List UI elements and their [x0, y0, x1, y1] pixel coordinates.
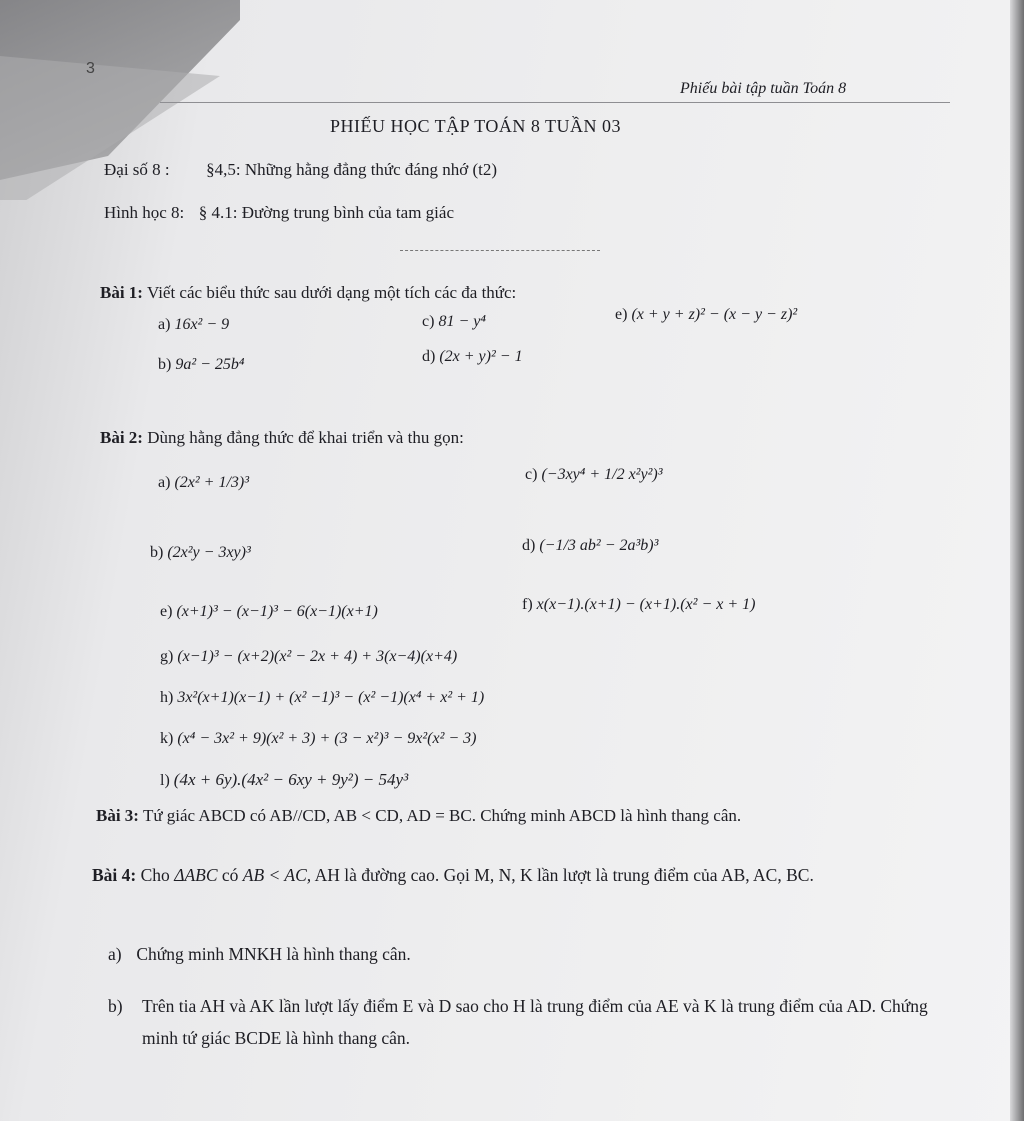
bai3-label: Bài 3: — [96, 806, 139, 825]
bai2-item-c — [525, 466, 663, 484]
bai2-heading — [100, 428, 464, 448]
bai2-d-expr: (−1/3 ab² − 2a³b)³ — [539, 537, 659, 554]
bai2-c-expr: (−3xy⁴ + 1/2 x²y²)³ — [541, 466, 663, 483]
bai1-d-expr: (2x + y)² − 1 — [439, 348, 523, 365]
section-divider — [400, 250, 600, 251]
bai2-h-expr: 3x²(x+1)(x−1) + (x² −1)³ − (x² −1)(x⁴ + x² + 1) — [177, 689, 485, 706]
bai4-part-b — [108, 990, 938, 1054]
bai1-e-label: e) — [615, 306, 628, 323]
bai4-label: Bài 4: — [92, 865, 137, 885]
page-number: 3 — [86, 60, 95, 77]
bai3-condition: AB//CD, AB < CD, AD = BC — [269, 806, 472, 825]
bai2-item-d — [522, 537, 658, 555]
bai1-b-expr: 9a² − 25b⁴ — [175, 356, 245, 373]
algebra-topic: §4,5: Những hằng đẳng thức đáng nhớ (t2) — [206, 160, 498, 179]
bai4 — [92, 852, 912, 898]
bai2-item-h — [160, 689, 484, 707]
bai1-b-label: b) — [158, 356, 172, 373]
bai2-l-label: l) — [160, 772, 170, 789]
geometry-topic: § 4.1: Đường trung bình của tam giác — [198, 203, 454, 222]
bai4-a-label: a) — [108, 944, 122, 964]
bai2-a-expr: (2x² + 1/3)³ — [174, 474, 250, 491]
bai2-e-label: e) — [160, 603, 173, 620]
geometry-section — [104, 203, 454, 223]
bai1-heading — [100, 283, 516, 303]
bai3-text-before: Tứ giác ABCD có — [142, 806, 266, 825]
bai2-item-g — [160, 648, 457, 666]
bai2-k-label: k) — [160, 730, 174, 747]
running-head: Phiếu bài tập tuần Toán 8 — [680, 80, 847, 97]
bai4-b-text: Trên tia AH và AK lần lượt lấy điểm E và D sao cho H là trung điểm của AE và K là trung điểm của AD. Chứng minh tứ giác BCDE là hình thang cân. — [142, 996, 928, 1048]
bai2-e-expr: (x+1)³ − (x−1)³ − 6(x−1)(x+1) — [176, 603, 378, 620]
bai2-k-expr: (x⁴ − 3x² + 9)(x² + 3) + (3 − x²)³ − 9x²(x² − 3) — [177, 730, 477, 747]
bai1-e-expr: (x + y + z)² − (x − y − z)² — [631, 306, 798, 323]
page-title: PHIẾU HỌC TẬP TOÁN 8 TUẦN 03 — [330, 116, 622, 136]
bai1-item-a — [158, 316, 229, 334]
bai4-condition: AB < AC, — [242, 865, 312, 885]
geometry-label: Hình học 8: — [104, 203, 185, 222]
bai2-f-expr: x(x−1).(x+1) − (x+1).(x² − x + 1) — [536, 596, 756, 613]
bai2-item-a — [158, 474, 249, 492]
bai1-label: Bài 1: — [100, 283, 143, 302]
bai1-item-e — [615, 306, 797, 324]
bai2-b-expr: (2x²y − 3xy)³ — [167, 544, 251, 561]
bai1-item-d — [422, 348, 523, 366]
bai1-c-expr: 81 − y⁴ — [438, 313, 486, 330]
bai4-text-after: AH là đường cao. Gọi M, N, K lần lượt là trung điểm của AB, AC, BC. — [314, 865, 814, 885]
bai1-c-label: c) — [422, 313, 435, 330]
algebra-label: Đại số 8 : — [104, 160, 170, 179]
bai4-text-before: Cho — [140, 865, 170, 885]
bai4-part-a — [108, 944, 928, 965]
bai2-item-f — [522, 596, 755, 614]
bai4-triangle: ΔABC — [174, 865, 218, 885]
bai2-g-expr: (x−1)³ − (x+2)(x² − 2x + 4) + 3(x−4)(x+4) — [177, 648, 458, 665]
bai2-c-label: c) — [525, 466, 538, 483]
bai4-a-text: Chứng minh MNKH là hình thang cân. — [136, 944, 411, 964]
header-rule — [160, 102, 950, 103]
bai1-d-label: d) — [422, 348, 436, 365]
page-edge-shadow — [1010, 0, 1024, 1121]
bai2-d-label: d) — [522, 537, 536, 554]
bai2-h-label: h) — [160, 689, 174, 706]
bai2-item-e — [160, 603, 378, 621]
bai2-label: Bài 2: — [100, 428, 143, 447]
bai4-b-label: b) — [108, 996, 123, 1016]
bai1-item-c — [422, 313, 486, 331]
bai2-l-expr: (4x + 6y).(4x² − 6xy + 9y²) − 54y³ — [173, 770, 409, 789]
bai2-g-label: g) — [160, 648, 174, 665]
bai1-a-expr: 16x² − 9 — [174, 316, 230, 333]
bai1-item-b — [158, 356, 244, 374]
bai2-prompt: Dùng hằng đẳng thức để khai triển và thu gọn: — [147, 428, 464, 447]
bai1-a-label: a) — [158, 316, 171, 333]
bai3-text-after: . Chứng minh ABCD là hình thang cân. — [471, 806, 742, 825]
bai4-co: có — [221, 865, 239, 885]
bai1-prompt: Viết các biểu thức sau dưới dạng một tích các đa thức: — [146, 283, 517, 302]
algebra-section — [104, 160, 497, 180]
bai2-item-l — [160, 770, 408, 790]
bai3 — [96, 806, 741, 826]
bai2-item-k — [160, 730, 476, 748]
bai2-b-label: b) — [150, 544, 164, 561]
bai2-item-b — [150, 544, 251, 562]
bai2-f-label: f) — [522, 596, 533, 613]
bai2-a-label: a) — [158, 474, 171, 491]
